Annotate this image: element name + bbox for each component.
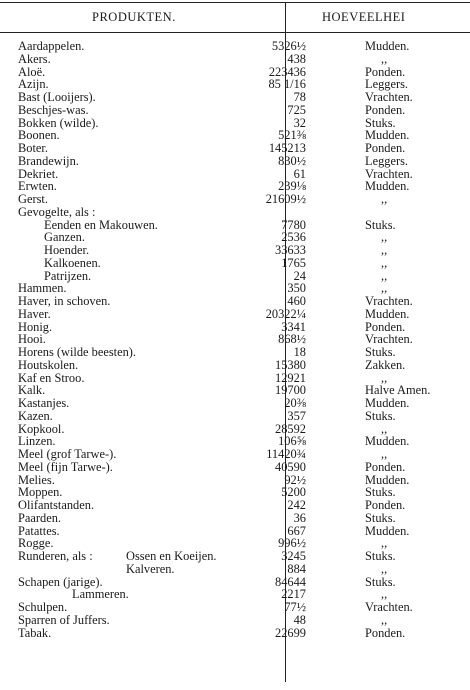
quantity-value: 78 [293,90,306,104]
unit-label: ,, [381,536,388,551]
product-name: Linzen. [18,434,56,449]
quantity-value: 106⅝ [278,434,306,449]
quantity-value: 11420¾ [266,447,306,461]
product-name: Houtskolen. [18,357,79,372]
unit-label: Zakken. [365,357,406,372]
unit-label: Vrachten. [365,166,413,181]
unit-label: ,, [381,255,388,270]
unit-label: Leggers. [365,77,409,92]
table-row [0,499,470,512]
product-name: Boonen. [18,128,60,143]
unit-label: Ponden. [365,459,406,474]
quantity-value: 5200 [281,485,306,500]
product-name: Patrijzen. [44,268,92,283]
unit-label: Stuks. [365,217,396,232]
table-row [0,155,470,168]
quantity-value: 667 [287,523,306,538]
unit-label: Vrachten. [365,90,413,104]
quantity-value: 884 [287,561,306,576]
quantity-value: 145213 [268,141,306,155]
unit-label: ,, [381,421,388,436]
product-name: Moppen. [18,485,63,500]
product-name: Akers. [18,51,51,66]
header-rule [0,32,470,33]
unit-label: Ponden. [365,141,406,155]
unit-label: ,, [381,587,388,602]
product-subitem: Lammeren. [72,587,129,602]
product-name: Ganzen. [44,230,85,245]
product-name: Kalkoenen. [44,255,101,270]
unit-label: Stuks. [365,485,396,500]
table-row [0,40,470,53]
quantity-value: 2217 [281,587,306,602]
product-subitem: Ossen en Koeijen. [126,549,217,563]
unit-label: Halve Amen. [365,383,431,398]
table-row [0,474,470,487]
unit-label: ,, [381,281,388,296]
product-name: Tabak. [18,625,52,640]
quantity-value: 92½ [284,472,306,487]
unit-label: Mudden. [365,434,410,449]
quantity-value: 1765 [281,255,306,270]
table-row [0,308,470,321]
quantity-value: 2536 [281,230,306,245]
table-row [0,180,470,193]
table-row [0,448,470,461]
quantity-value: 242 [287,498,306,512]
unit-label: Mudden. [365,472,410,487]
table-row [0,244,470,257]
table-row [0,359,470,372]
unit-label: ,, [381,561,388,576]
unit-label: ,, [381,230,388,245]
product-name: Paarden. [18,510,62,525]
table-row [0,257,470,270]
unit-label: Mudden. [365,179,410,194]
product-name: Gevogelte, als : [18,204,96,219]
quantity-value: 61 [293,166,306,181]
table-row [0,410,470,423]
product-name: Kopkool. [18,421,65,436]
quantity-value: 20322¼ [265,306,306,321]
unit-label: Ponden. [365,625,406,640]
product-name: Bokken (wilde). [18,115,99,130]
quantity-value: 19700 [275,383,306,398]
product-name: Kastanjes. [18,396,70,410]
table-row [0,627,470,640]
product-name: Runderen, als : [18,549,93,563]
table-row [0,270,470,283]
unit-label: Ponden. [365,102,406,117]
quantity-value: 350 [287,281,306,296]
quantity-value: 21609½ [265,192,306,206]
unit-label: Mudden. [365,128,410,143]
product-name: Olifantstanden. [18,498,95,512]
product-name: Meel (grof Tarwe-). [18,447,117,461]
quantity-value: 18 [293,345,306,359]
quantity-value: 868½ [278,332,306,347]
unit-label: Mudden. [365,396,410,410]
product-name: Honig. [18,319,53,334]
unit-label: Ponden. [365,64,406,79]
unit-label: ,, [381,370,388,385]
unit-label: ,, [381,447,388,461]
product-name: Azijn. [18,77,49,92]
header-products: PRODUKTEN. [92,10,176,24]
unit-label: Vrachten. [365,332,413,347]
quantity-value: 725 [287,102,306,117]
product-name: Schulpen. [18,600,68,614]
quantity-value: 24 [293,268,306,283]
table-row [0,525,470,538]
product-name: Aardappelen. [18,39,85,53]
table-row [0,142,470,155]
table-row [0,104,470,117]
quantity-value: 20⅜ [284,396,306,410]
unit-label: Leggers. [365,153,409,168]
product-name: Bast (Looijers). [18,90,96,104]
unit-label: Stuks. [365,574,396,589]
unit-label: Mudden. [365,306,410,321]
product-name: Rogge. [18,536,54,551]
table-row [0,576,470,589]
product-name: Haver. [18,306,51,321]
table-row [0,193,470,206]
quantity-value: 36 [293,510,306,525]
product-name: Boter. [18,141,48,155]
top-rule [0,2,470,3]
table-row [0,601,470,614]
quantity-value: 357 [287,408,306,423]
unit-label: ,, [381,268,388,283]
table-row [0,461,470,474]
product-table [0,40,470,639]
unit-label: Stuks. [365,345,396,359]
header-quantity: HOEVEELHEI [322,10,406,24]
product-name: Kazen. [18,408,53,423]
unit-label: Ponden. [365,498,406,512]
quantity-value: 521⅜ [278,128,306,143]
table-row [0,563,470,576]
quantity-value: 33633 [275,243,306,257]
unit-label: Mudden. [365,523,410,538]
quantity-value: 830½ [278,153,306,168]
unit-label: Vrachten. [365,600,413,614]
product-name: Meel (fijn Tarwe-). [18,459,113,474]
product-name: Dekriet. [18,166,59,181]
quantity-value: 223436 [268,64,306,79]
table-row [0,206,470,219]
quantity-value: 28592 [275,421,306,436]
quantity-value: 32 [293,115,306,130]
quantity-value: 40590 [275,459,306,474]
table-row [0,614,470,627]
product-name: Beschjes-was. [18,102,89,117]
table-row [0,53,470,66]
unit-label: Stuks. [365,549,396,563]
product-name: Haver, in schoven. [18,294,111,308]
table-row [0,512,470,525]
product-name: Eenden en Makouwen. [44,217,158,232]
unit-label: ,, [381,243,388,257]
table-row [0,346,470,359]
quantity-value: 7780 [281,217,306,232]
quantity-value: 3245 [281,549,306,563]
table-row [0,550,470,563]
quantity-value: 85 1/16 [268,77,306,92]
quantity-value: 12921 [275,370,306,385]
quantity-value: 77½ [284,600,306,614]
quantity-value: 5326½ [271,39,306,53]
product-name: Aloë. [18,64,46,79]
product-name: Patattes. [18,523,60,538]
product-name: Hooi. [18,332,46,347]
product-name: Kaf en Stroo. [18,370,85,385]
product-name: Hammen. [18,281,67,296]
unit-label: ,, [381,51,388,66]
product-name: Brandewijn. [18,153,79,168]
product-name: Horens (wilde beesten). [18,345,137,359]
product-name: Schapen (jarige). [18,574,103,589]
quantity-value: 84644 [275,574,306,589]
product-name: Gerst. [18,192,48,206]
unit-label: ,, [381,612,388,627]
product-name: Kalk. [18,383,46,398]
quantity-value: 996½ [278,536,306,551]
table-row [0,295,470,308]
product-name: Hoender. [44,243,90,257]
quantity-value: 438 [287,51,306,66]
unit-label: Ponden. [365,319,406,334]
quantity-value: 15380 [275,357,306,372]
quantity-value: 22699 [275,625,306,640]
table-row [0,397,470,410]
table-row [0,91,470,104]
product-name: Sparren of Juffers. [18,612,110,627]
unit-label: Stuks. [365,408,396,423]
quantity-value: 239⅛ [278,179,306,194]
quantity-value: 3341 [281,319,306,334]
product-subitem: Kalveren. [126,561,175,576]
unit-label: Mudden. [365,39,410,53]
unit-label: Stuks. [365,115,396,130]
quantity-value: 460 [287,294,306,308]
unit-label: Stuks. [365,510,396,525]
product-name: Erwten. [18,179,57,194]
product-name: Melies. [18,472,55,487]
unit-label: ,, [381,192,388,206]
quantity-value: 48 [293,612,306,627]
unit-label: Vrachten. [365,294,413,308]
